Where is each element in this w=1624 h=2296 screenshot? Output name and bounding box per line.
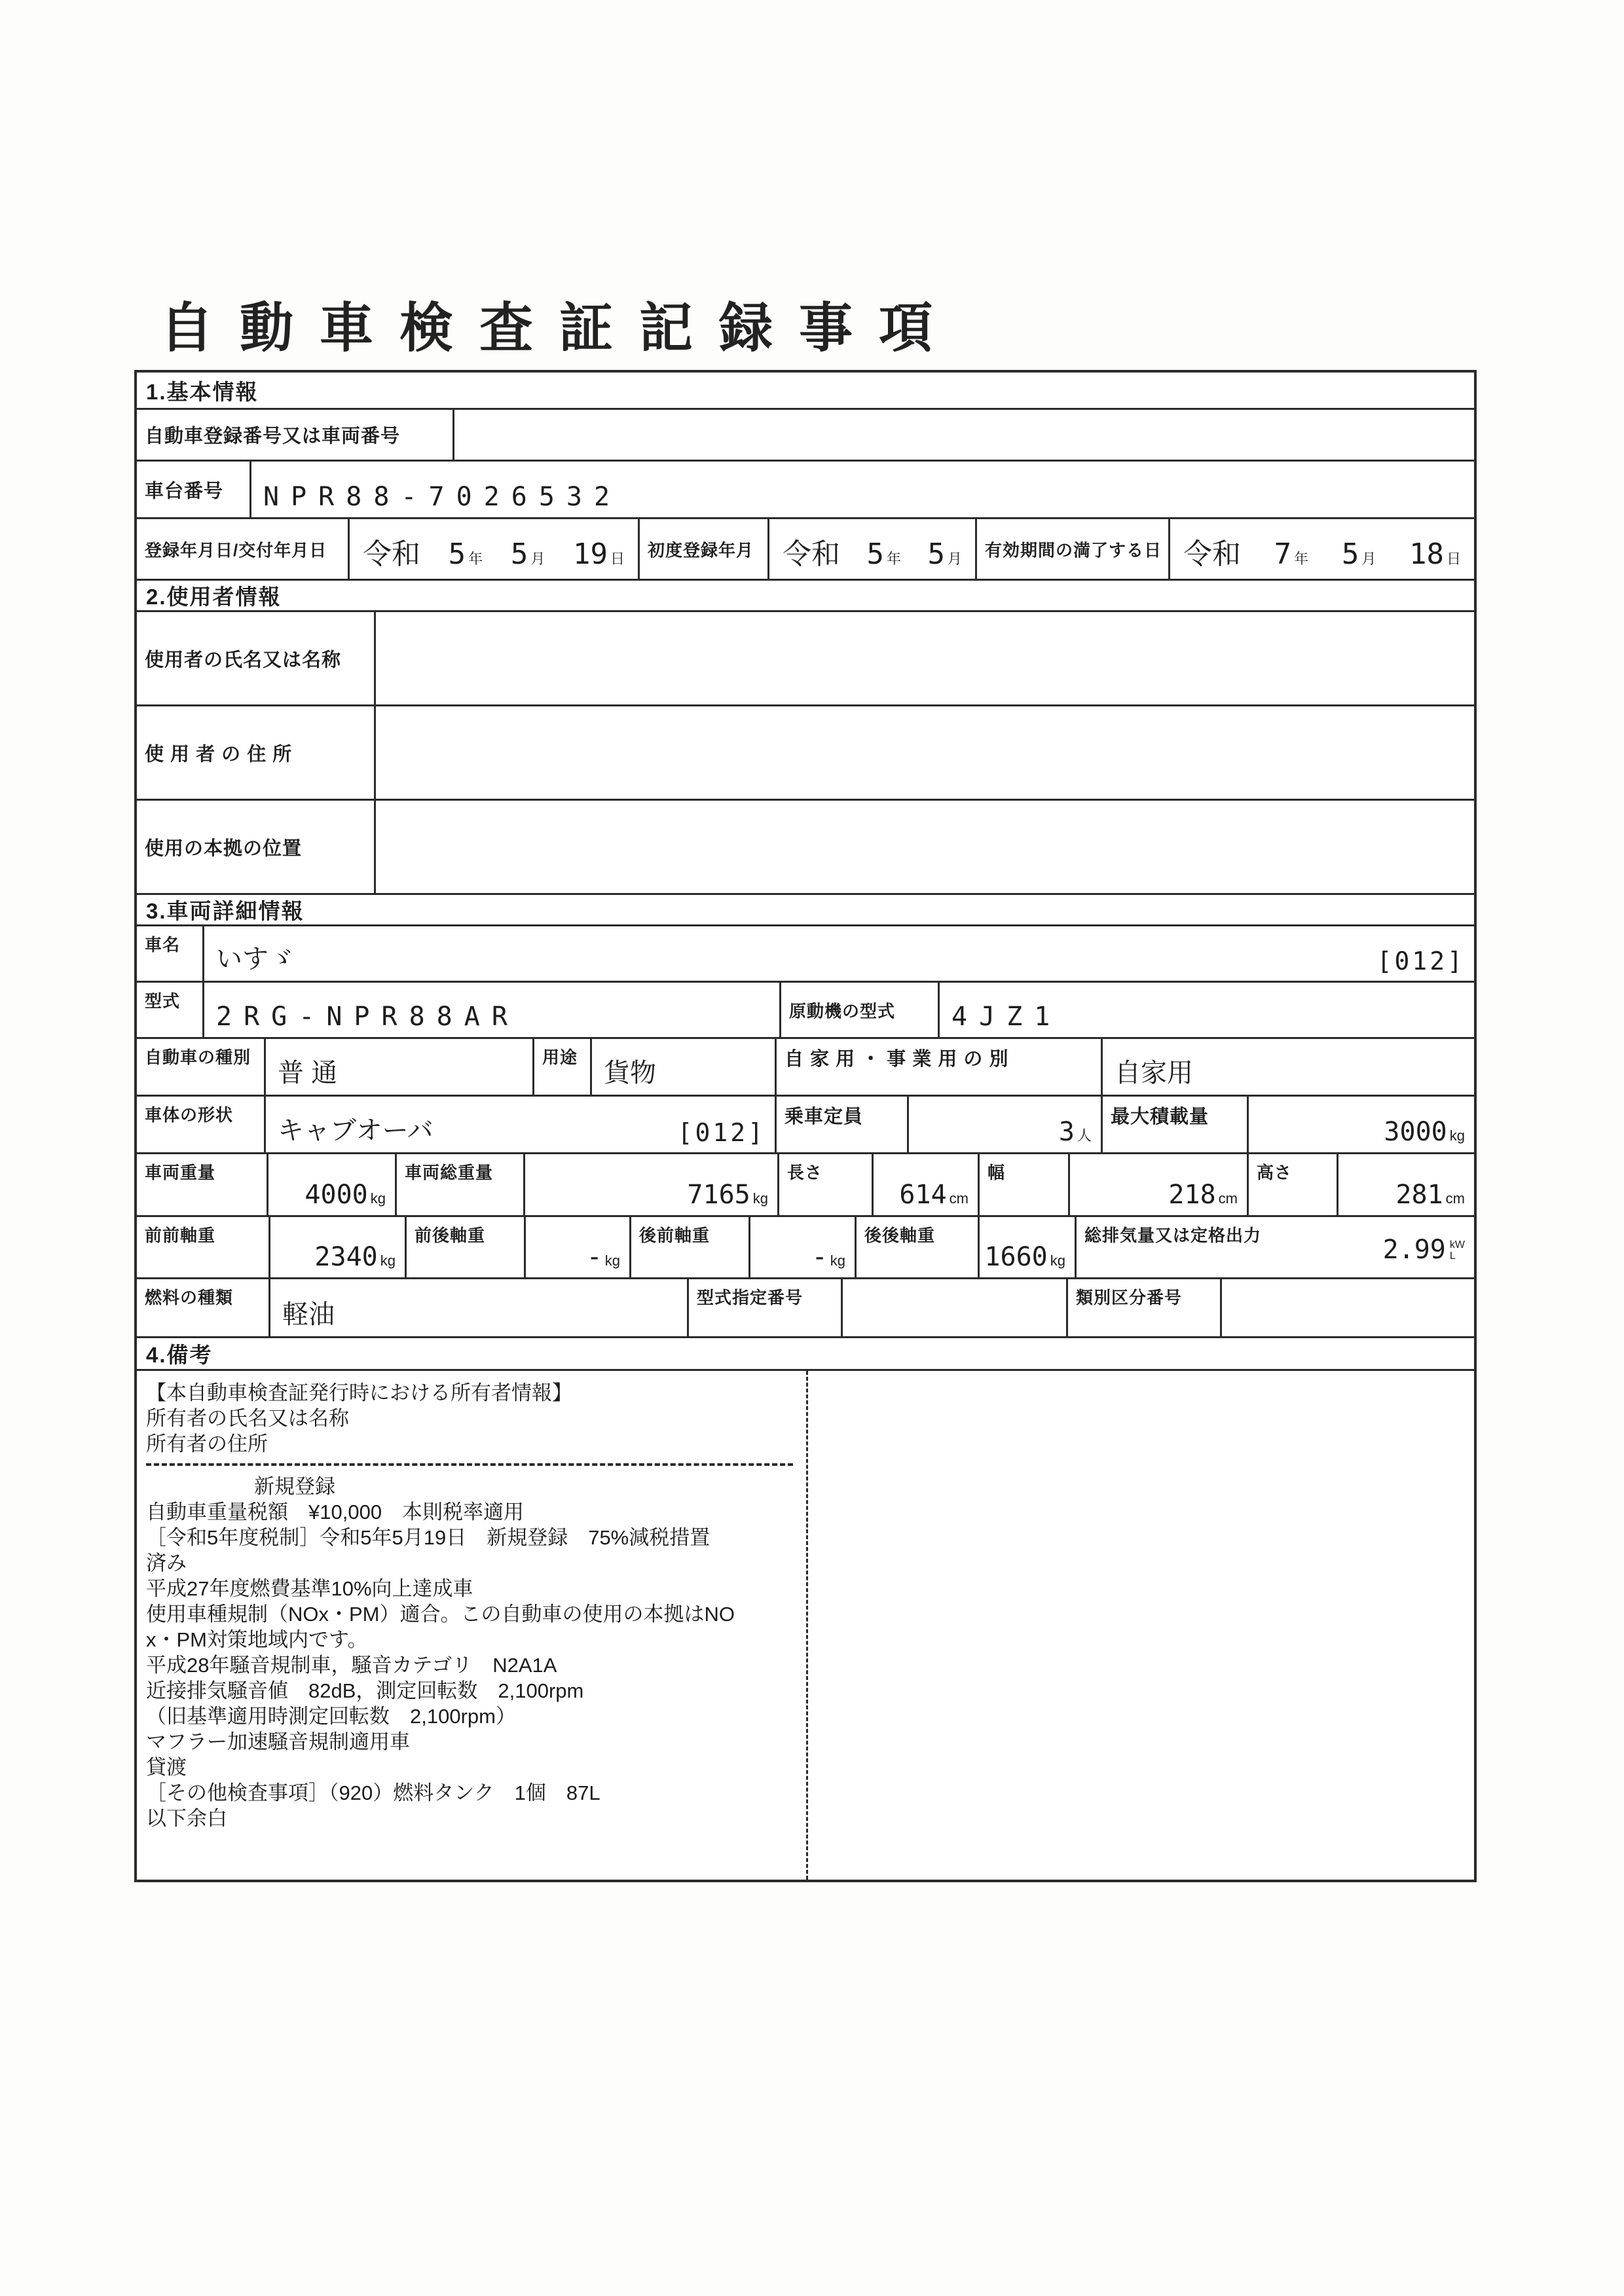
month-value: 5 月 <box>927 538 962 571</box>
first-registration-label: 初度登録年月 <box>648 540 754 560</box>
axle-rear-front-label: 後前軸重 <box>639 1226 710 1245</box>
axle-rear-rear-value-cell <box>980 1217 1077 1277</box>
user-address-row <box>137 706 1474 801</box>
remarks-line: 平成28年騒音規制車，騒音カテゴリ N2A1A <box>146 1654 557 1677</box>
model-label-cell <box>137 983 204 1037</box>
month-value: 5 月 <box>510 538 545 571</box>
month-value: 5 月 <box>1341 538 1376 571</box>
registration-date-label: 登録年月日/交付年月日 <box>145 540 327 560</box>
remarks-line: 新規登録 <box>254 1475 335 1498</box>
axle-front-front-value: 2340 kg <box>314 1242 396 1272</box>
expiry-date-value-cell <box>1170 519 1474 579</box>
remarks-line: ［その他検査事項］（920）燃料タンク 1個 87L <box>146 1781 600 1804</box>
engine-model-value-cell <box>940 983 1474 1037</box>
car-name-label-cell <box>137 926 204 981</box>
gross-weight-value: 7165 kg <box>687 1180 768 1210</box>
car-name-value-cell <box>204 926 1474 981</box>
era-text: 令和 <box>1183 538 1241 570</box>
axle-rear-rear-label: 後後軸重 <box>864 1226 936 1245</box>
use-value: 貨物 <box>604 1059 656 1087</box>
vehicle-weight-label: 車両重量 <box>145 1163 216 1182</box>
user-name-row <box>137 612 1474 706</box>
base-location-value-cell <box>376 801 1474 893</box>
length-value: 614 cm <box>899 1180 969 1210</box>
registration-date-value <box>363 530 625 572</box>
use-label: 用途 <box>542 1048 578 1067</box>
body-shape-value-cell <box>266 1097 777 1152</box>
axle-front-rear-label: 前後軸重 <box>415 1226 486 1245</box>
section4-header-row <box>137 1338 1474 1371</box>
section2-header-row <box>137 581 1474 612</box>
class-number-label: 類別区分番号 <box>1076 1288 1183 1307</box>
capacity-label-cell <box>777 1097 909 1152</box>
type-designation-value-cell <box>843 1279 1068 1336</box>
registration-number-value-cell <box>454 410 1474 460</box>
model-row <box>137 983 1474 1039</box>
section4-header: 4.備考 <box>146 1343 213 1367</box>
fuel-value: 軽油 <box>282 1300 335 1329</box>
user-address-label: 使 用 者 の 住 所 <box>145 744 293 765</box>
category-label: 自動車の種別 <box>145 1048 251 1067</box>
body-shape-label: 車体の形状 <box>145 1105 234 1125</box>
registration-number-label: 自動車登録番号又は車両番号 <box>145 426 401 447</box>
width-value-cell <box>1070 1154 1249 1215</box>
first-registration-value <box>783 530 962 572</box>
use-label-cell <box>534 1039 592 1095</box>
axle-weights-row <box>137 1217 1474 1279</box>
fuel-row <box>137 1279 1474 1338</box>
expiry-date-label: 有効期間の満了する日 <box>985 540 1162 560</box>
private-business-value: 自家用 <box>1115 1059 1193 1087</box>
chassis-number-value: NPR88-7026532 <box>263 482 622 512</box>
expiry-date-label-cell <box>977 519 1170 579</box>
first-registration-value-cell <box>769 519 977 579</box>
category-value: 普 通 <box>278 1059 338 1087</box>
section1-header: 1.基本情報 <box>146 379 259 404</box>
private-business-label: 自 家 用 ・ 事 業 用 の 別 <box>784 1049 1009 1070</box>
category-use-row <box>137 1039 1474 1097</box>
fuel-label: 燃料の種類 <box>145 1288 234 1307</box>
first-registration-label-cell <box>640 519 769 579</box>
chassis-number-label: 車台番号 <box>145 481 224 501</box>
displacement-label: 総排気量又は定格出力 <box>1084 1226 1262 1245</box>
year-value: 5 年 <box>866 538 901 571</box>
category-value-cell <box>266 1039 534 1095</box>
user-name-label-cell <box>137 612 376 704</box>
section2-header: 2.使用者情報 <box>146 585 282 609</box>
max-load-value-cell <box>1249 1097 1474 1152</box>
remarks-line: 済み <box>146 1552 187 1575</box>
owner-info-separator <box>146 1463 793 1466</box>
vehicle-weight-label-cell <box>137 1154 268 1215</box>
height-value-cell <box>1338 1154 1474 1215</box>
length-label-cell <box>779 1154 874 1215</box>
remarks-line: マフラー加速騒音規制適用車 <box>146 1730 410 1753</box>
type-designation-label-cell <box>689 1279 843 1336</box>
user-name-value-cell <box>376 612 1474 704</box>
height-label-cell <box>1249 1154 1338 1215</box>
fuel-value-cell <box>270 1279 689 1336</box>
chassis-number-label-cell <box>137 462 251 517</box>
engine-model-value: 4JZ1 <box>951 1002 1062 1032</box>
expiry-date-value <box>1183 530 1461 572</box>
model-value: 2RG-NPR88AR <box>216 1002 519 1032</box>
body-shape-label-cell <box>137 1097 266 1152</box>
base-location-label-cell <box>137 801 376 893</box>
width-value: 218 cm <box>1168 1180 1238 1210</box>
remarks-line: 使用車種規制（NOx・PM）適合。この自動車の使用の本拠はNO <box>146 1603 735 1626</box>
remarks-row <box>137 1371 1474 1880</box>
car-name-row <box>137 926 1474 983</box>
remarks-line: 近接排気騒音値 82dB，測定回転数 2,100rpm <box>146 1679 584 1702</box>
vehicle-weight-value: 4000 kg <box>304 1180 386 1210</box>
fuel-label-cell <box>137 1279 270 1336</box>
height-value: 281 cm <box>1395 1180 1465 1210</box>
section3-header-row <box>137 895 1474 926</box>
use-value-cell <box>592 1039 777 1095</box>
remarks-line: 所有者の住所 <box>146 1432 268 1455</box>
remarks-column-divider <box>806 1371 808 1880</box>
length-label: 長さ <box>787 1163 823 1182</box>
max-load-label: 最大積載量 <box>1111 1106 1209 1127</box>
class-number-label-cell <box>1068 1279 1222 1336</box>
remarks-line: 平成27年度燃費基準10%向上達成車 <box>146 1577 473 1600</box>
gross-weight-label: 車両総重量 <box>405 1163 494 1182</box>
section3-header: 3.車両詳細情報 <box>146 899 304 923</box>
width-label: 幅 <box>987 1163 1006 1182</box>
axle-rear-front-value-cell <box>750 1217 857 1277</box>
remarks-line: 【本自動車検査証発行時における所有者情報】 <box>146 1381 572 1404</box>
displacement-value: 2.99 kW L <box>1382 1235 1465 1265</box>
type-designation-label: 型式指定番号 <box>697 1288 803 1307</box>
model-value-cell <box>204 983 781 1037</box>
axle-rear-front-label-cell <box>631 1217 750 1277</box>
registration-date-label-cell <box>137 519 350 579</box>
registration-date-value-cell <box>350 519 640 579</box>
axle-front-front-label-cell <box>137 1217 270 1277</box>
car-name-value: いすゞ <box>216 945 295 974</box>
class-number-value-cell <box>1222 1279 1474 1336</box>
axle-front-rear-value: - kg <box>586 1242 620 1272</box>
weights-dimensions-row <box>137 1154 1474 1217</box>
inspection-form-table <box>134 370 1477 1882</box>
remarks-line: 自動車重量税額 ¥10,000 本則税率適用 <box>146 1501 525 1523</box>
capacity-value: 3 人 <box>1058 1117 1092 1147</box>
body-shape-row <box>137 1097 1474 1154</box>
private-business-label-cell <box>777 1039 1103 1095</box>
user-name-label: 使用者の氏名又は名称 <box>145 649 342 670</box>
body-shape-code: [012] <box>677 1118 766 1147</box>
axle-front-front-label: 前前軸重 <box>145 1226 216 1245</box>
day-value: 19 日 <box>573 538 625 571</box>
vehicle-weight-value-cell <box>268 1154 397 1215</box>
registration-number-row <box>137 410 1474 462</box>
body-shape-value: キャブオーバ <box>278 1116 434 1145</box>
axle-rear-rear-label-cell <box>857 1217 980 1277</box>
axle-rear-rear-value: 1660 kg <box>984 1242 1065 1272</box>
gross-weight-value-cell <box>525 1154 779 1215</box>
car-name-code: [012] <box>1376 947 1465 975</box>
remarks-line: 所有者の氏名又は名称 <box>146 1407 349 1430</box>
capacity-value-cell <box>909 1097 1103 1152</box>
private-business-value-cell <box>1103 1039 1474 1095</box>
user-address-label-cell <box>137 706 376 799</box>
displacement-cell <box>1077 1217 1474 1277</box>
axle-rear-front-value: - kg <box>811 1242 845 1272</box>
era-text: 令和 <box>363 538 420 570</box>
gross-weight-label-cell <box>397 1154 525 1215</box>
day-value: 18 日 <box>1409 538 1461 571</box>
axle-front-rear-label-cell <box>407 1217 526 1277</box>
engine-model-label-cell <box>781 983 940 1037</box>
registration-number-label-cell <box>137 410 454 460</box>
document-title: 自動車検査証記録事項 <box>160 297 959 359</box>
section1-header-row <box>137 373 1474 410</box>
remarks-text-block <box>146 1380 794 1831</box>
model-label: 型式 <box>145 991 181 1011</box>
category-label-cell <box>137 1039 266 1095</box>
remarks-line: 以下余白 <box>146 1807 227 1830</box>
length-value-cell <box>874 1154 980 1215</box>
remarks-line: ［令和5年度税制］令和5年5月19日 新規登録 75%減税措置 <box>146 1526 710 1549</box>
remarks-line: 貸渡 <box>146 1756 187 1779</box>
base-location-label: 使用の本拠の位置 <box>145 838 303 859</box>
era-text: 令和 <box>783 538 840 570</box>
user-address-value-cell <box>376 706 1474 799</box>
car-name-label: 車名 <box>145 935 181 955</box>
max-load-label-cell <box>1103 1097 1249 1152</box>
capacity-label: 乗車定員 <box>784 1106 864 1127</box>
remarks-line: x・PM対策地域内です。 <box>146 1628 368 1651</box>
axle-front-front-value-cell <box>270 1217 407 1277</box>
engine-model-label: 原動機の型式 <box>789 1001 896 1021</box>
displacement-unit: kW L <box>1449 1239 1465 1262</box>
chassis-number-value-cell <box>251 462 1474 517</box>
width-label-cell <box>980 1154 1070 1215</box>
remarks-line: （旧基準適用時測定回転数 2,100rpm） <box>146 1705 516 1728</box>
chassis-number-row <box>137 462 1474 519</box>
axle-front-rear-value-cell <box>526 1217 631 1277</box>
height-label: 高さ <box>1257 1163 1293 1182</box>
dates-row <box>137 519 1474 581</box>
max-load-value: 3000 kg <box>1384 1117 1465 1147</box>
year-value: 7 年 <box>1274 538 1309 571</box>
base-location-row <box>137 801 1474 895</box>
year-value: 5 年 <box>448 538 483 571</box>
